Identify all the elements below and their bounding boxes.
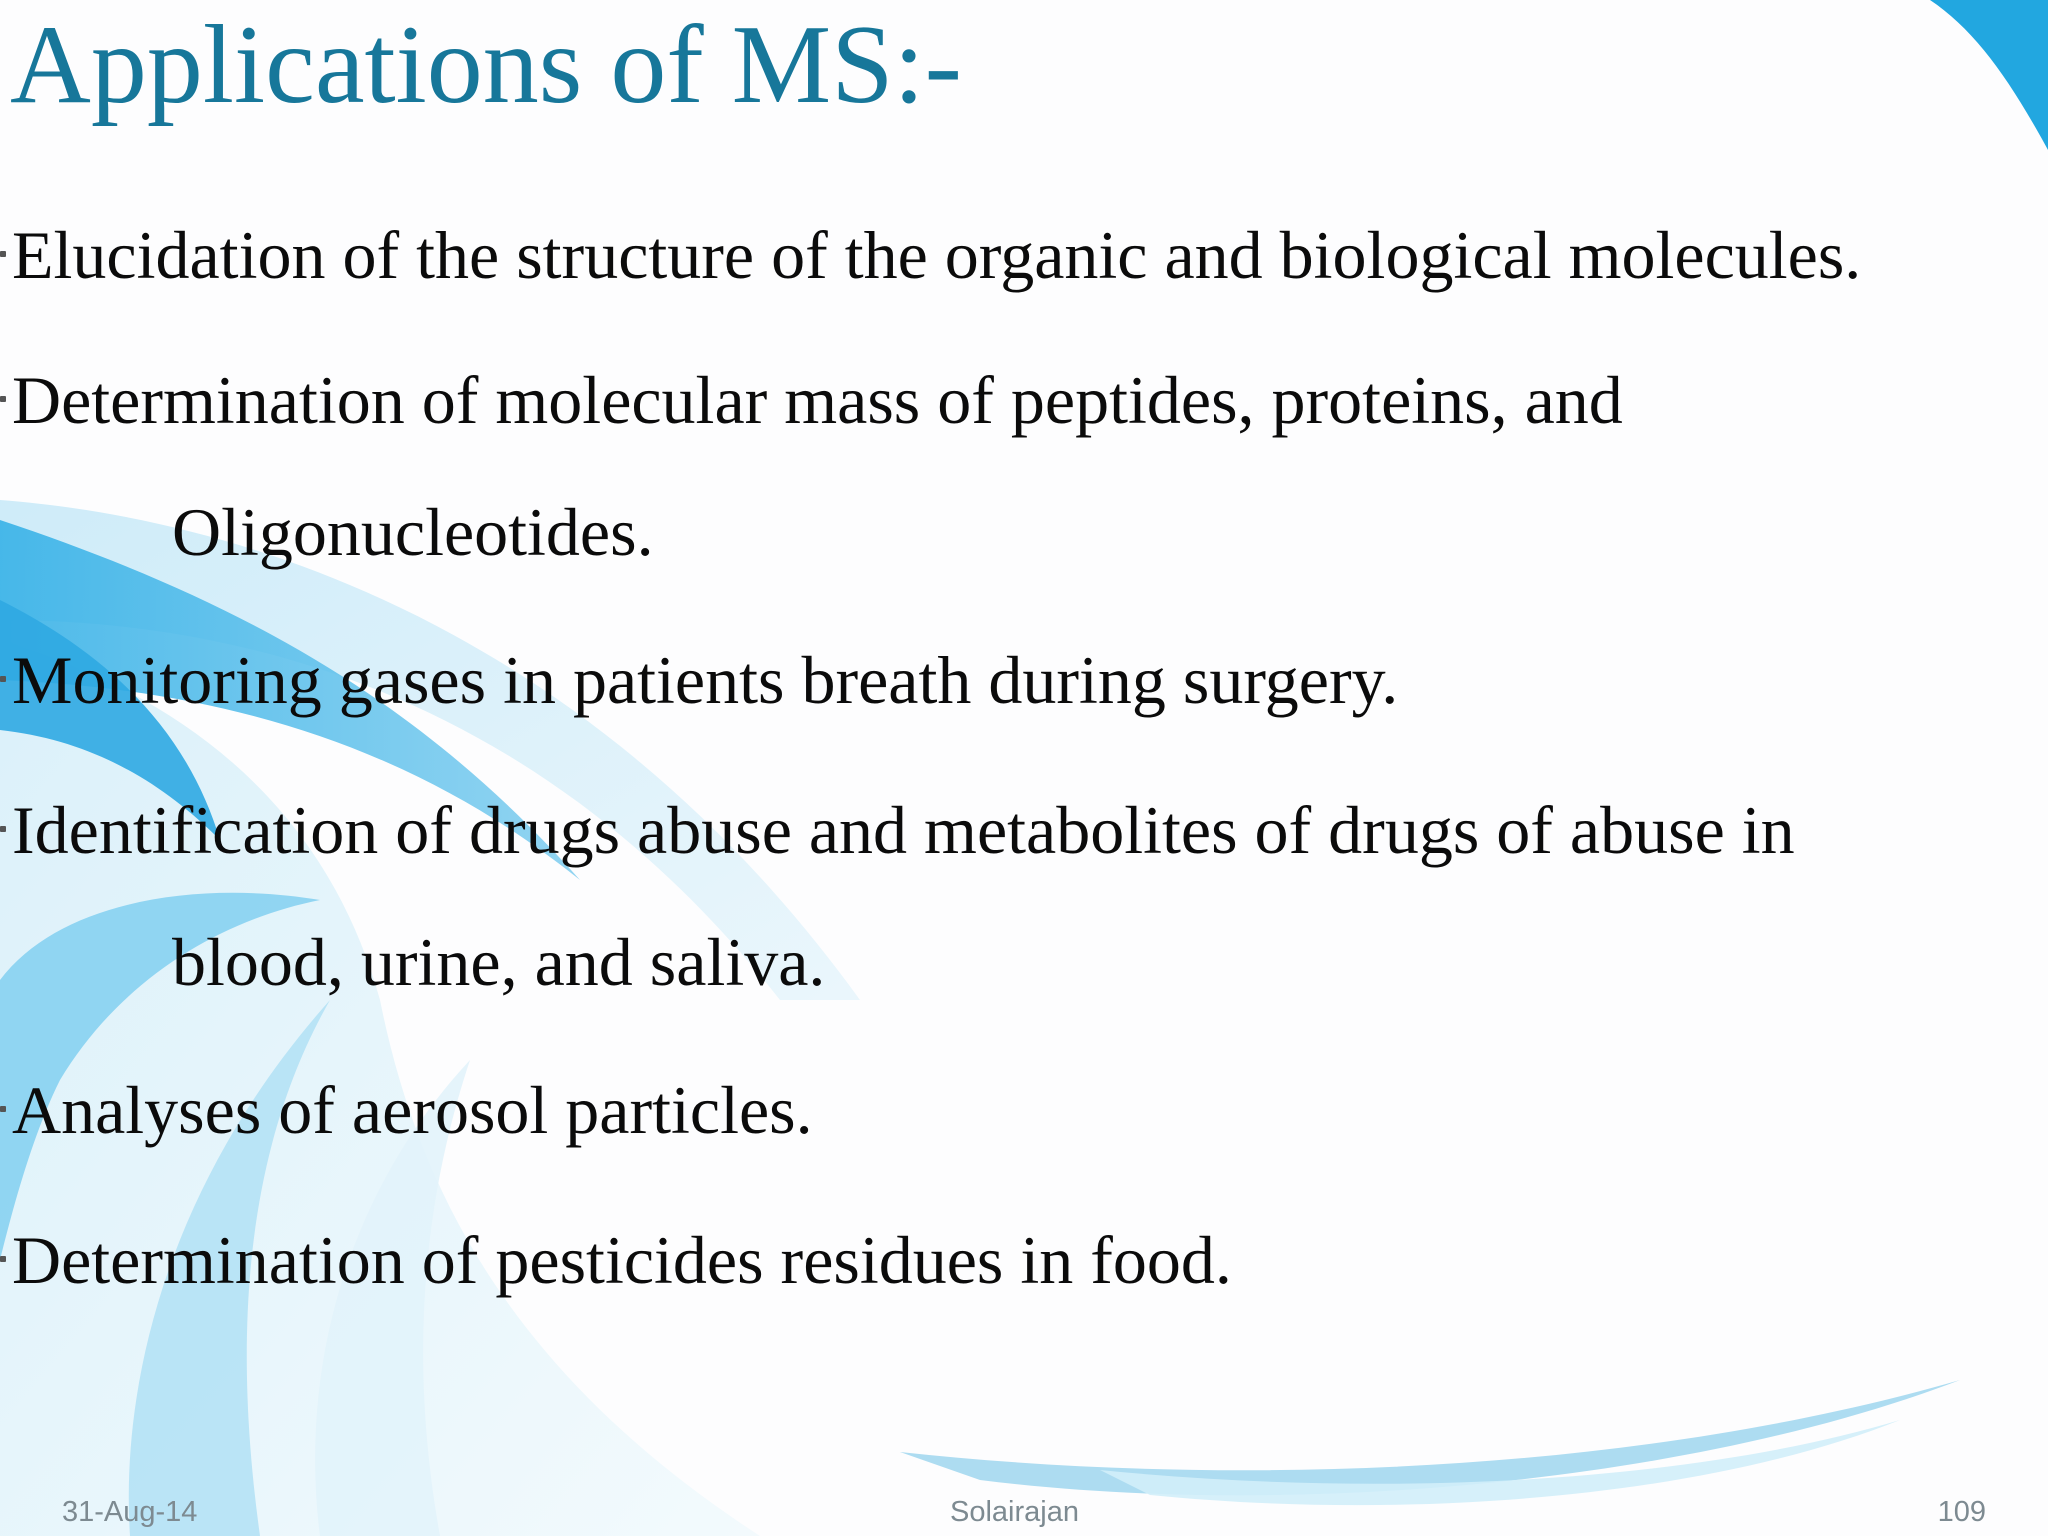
bullet-marker (0, 396, 6, 402)
footer-page-number: 109 (1937, 1496, 1986, 1528)
bullet-marker (0, 1256, 6, 1262)
footer-author: Solairajan (950, 1496, 1079, 1528)
footer-date: 31-Aug-14 (62, 1496, 198, 1528)
bullet-text: Analyses of aerosol particles. (12, 1072, 813, 1148)
slide-title: Applications of MS:- (10, 3, 962, 127)
bullet-text: Monitoring gases in patients breath during surgery. (12, 642, 1399, 718)
bullet-text: Elucidation of the structure of the organic and biological molecules. (12, 217, 1862, 293)
bullet-text: Determination of pesticides residues in food. (12, 1222, 1232, 1298)
bullet-text: Identification of drugs abuse and metabolites of drugs of abuse in (12, 792, 1795, 868)
bullet-marker (0, 826, 6, 832)
bullet-text: Determination of molecular mass of peptides, proteins, and (12, 362, 1623, 438)
bullet-text-continuation: blood, urine, and saliva. (172, 924, 826, 1000)
bullet-marker (0, 251, 6, 257)
bullet-marker (0, 676, 6, 682)
bullet-marker (0, 1106, 6, 1112)
bullet-text-continuation: Oligonucleotides. (172, 494, 654, 570)
